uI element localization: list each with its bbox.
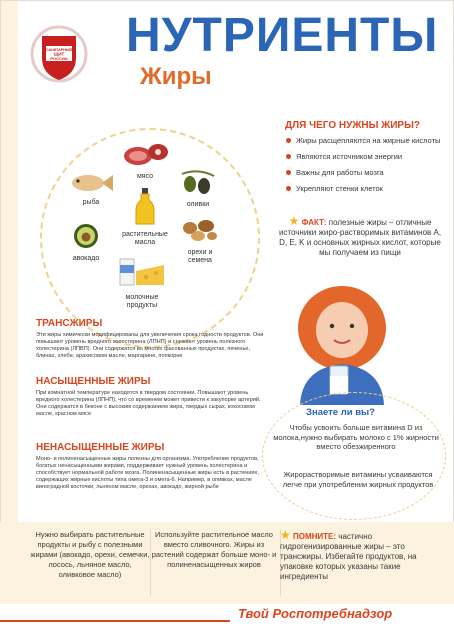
section-title: НЕНАСЫЩЕННЫЕ ЖИРЫ [36, 442, 165, 453]
food-label: орехи и семена [187, 249, 213, 264]
food-fish [66, 172, 116, 207]
fact-label: ФАКТ: [301, 218, 327, 227]
food-label: мясо [136, 173, 154, 180]
list-item: Важны для работы мозга [286, 168, 446, 177]
why-list [286, 136, 446, 200]
why-title: ДЛЯ ЧЕГО НУЖНЫ ЖИРЫ? [285, 120, 420, 131]
svg-text:РОССИИ: РОССИИ [50, 56, 68, 61]
section-text: При комнатной температуре находятся в твердом состоянии. Повышают уровень вредного холестерина (ЛПНП), что со временем может привести к закупорке артерий. Они содержатся в беконе с высоким содержанием жира, твердых сырах, кокосовом масле, красном мясе [36, 390, 261, 417]
tip-plant-foods: Нужно выбирать растительные продукты и рыбу с полезными жирами (авокадо, орехи, семечки, лосось, льняное масло, оливковое масло) [30, 530, 150, 579]
food-label: молочные продукты [125, 294, 159, 309]
svg-text:ЩИТ: ЩИТ [53, 51, 65, 57]
food-meat [115, 140, 175, 181]
footer-accent-line [0, 620, 230, 622]
remember-label: ПОМНИТЕ: [293, 532, 337, 541]
page-title: НУТРИЕНТЫ [126, 9, 439, 62]
star-icon: ★ [288, 214, 300, 228]
fact-text: полезные жиры – отличные источники жиро-растворимых витаминов A, D, E, K и основных жирных кислот, которые мы получаем из пищи [278, 218, 442, 257]
nuts-icon [180, 218, 220, 244]
did-you-know-text-2: Жирорастворимые витамины усваиваются легче при употреблении жирных продуктов [282, 470, 434, 489]
food-nuts [176, 218, 224, 265]
oil-bottle-icon [134, 188, 156, 226]
list-item: Укрепляют стенки клеток [286, 184, 446, 193]
list-item: Являются источником энергии [286, 152, 446, 161]
fact-block [276, 216, 444, 258]
did-you-know-title: Знаете ли вы? [306, 407, 375, 418]
food-label: авокадо [72, 255, 100, 262]
star-icon: ★ [280, 528, 291, 542]
woman-with-milk-icon [270, 280, 420, 405]
remember-text: частично гидрогенизированные жиры – это трансжиры. Избегайте продуктов, на упаковке которых указаны такие ингредиенты [280, 532, 417, 581]
bullet-icon [286, 186, 291, 191]
section-text: Моно- и полиненасыщенные жиры полезны для организма. Употребление продуктов, богатых ненасыщенными жирами, поддерживает нужный уровень холестерина и способствует нормальной работе мозга. Полиненасыщенные жиры есть в растениях, содержащих жирные кислоты типа омега-3 и омега-6. Например, в оливках, масле виноградной косточки, льняном масле, орехах, авокадо, жирной рыбе [36, 456, 259, 490]
tip-vegetable-oil: Используйте растительное масло вместо сливочного. Жиры из растений содержат больше моно- и полиненасыщенных жиров [151, 530, 277, 569]
footer-brand: Твой Роспотребнадзор [238, 606, 393, 621]
dairy-icon [116, 255, 168, 289]
section-title: НАСЫЩЕННЫЕ ЖИРЫ [36, 376, 151, 387]
food-label: оливки [186, 201, 210, 208]
food-dairy [112, 255, 172, 310]
svg-text:САНИТАРНЫЙ: САНИТАРНЫЙ [46, 48, 72, 52]
bullet-icon [286, 154, 291, 159]
meat-icon [120, 140, 170, 168]
food-label: рыба [82, 199, 100, 206]
food-label: растительные масла [122, 231, 168, 246]
food-olives [176, 168, 220, 209]
bullet-icon [286, 138, 291, 143]
did-you-know-text: Чтобы усвоить больше витамина D из молока,нужно выбирать молоко с 1% жирности вместо обезжиренного [273, 423, 439, 451]
saturated-fats-section [36, 376, 266, 418]
remember-block [280, 530, 440, 582]
unsaturated-fats-section [36, 442, 266, 491]
olives-icon [178, 168, 218, 196]
trans-fats-section [36, 318, 266, 360]
food-oil [120, 188, 170, 247]
bullet-icon [286, 170, 291, 175]
list-item: Жиры расщепляются на жирные кислоты [286, 136, 446, 145]
food-avocado [66, 222, 106, 263]
section-title: ТРАНСЖИРЫ [36, 318, 103, 329]
shield-logo-icon [30, 24, 88, 84]
section-text: Эти жиры химически модифицированы для увеличения срока годности продуктов. Они повышают уровень вредного холестерина (ЛПНП) и снижают уровень полезного холестерина (ЛПВП). Они содержатся во многих фасованных продуктах, печенье, блинах, хлебе, арахисовом масле, маргарине, попкорне [36, 332, 264, 359]
page-subtitle: Жиры [140, 63, 212, 90]
avocado-icon [71, 222, 101, 250]
fish-icon [68, 172, 114, 194]
